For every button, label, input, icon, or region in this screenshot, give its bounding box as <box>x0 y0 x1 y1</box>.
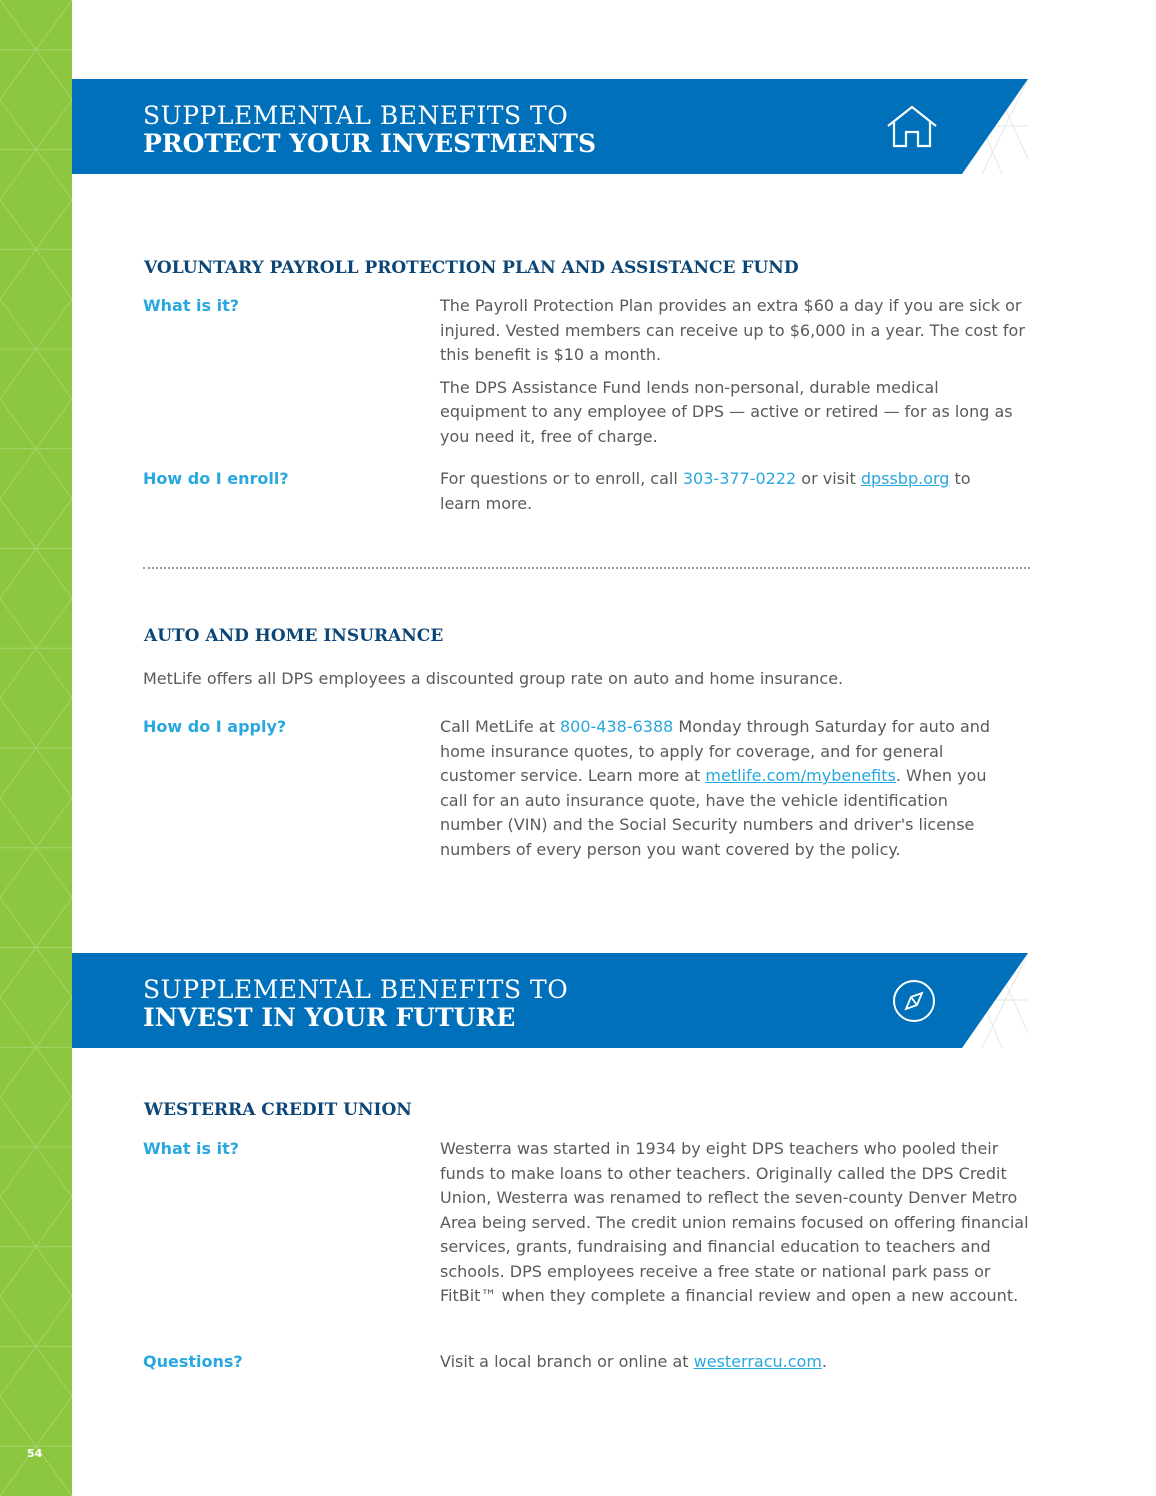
label-what-is-it: What is it? <box>143 296 240 315</box>
dotted-divider <box>143 567 1030 569</box>
triangle-pattern <box>0 0 72 1496</box>
label-how-enroll: How do I enroll? <box>143 469 289 488</box>
label-how-apply: How do I apply? <box>143 717 287 736</box>
section-banner-invest <box>72 953 1028 1048</box>
text: Monday through Saturday for auto and home insurance quotes, to apply for coverage, and for general customer service. Learn more at <box>440 717 991 785</box>
text: . When you call for an auto insurance quote, have the vehicle identification number (VIN) and the Social Security numbers and driver's license numbers of every person you want covered by the policy. <box>440 766 987 859</box>
westerra-link[interactable]: westerracu.com <box>693 1352 822 1371</box>
text: Visit a local branch or online at <box>440 1352 694 1371</box>
enroll-text <box>440 467 1010 516</box>
label-what-is-it: What is it? <box>143 1139 240 1158</box>
section-heading: WESTERRA CREDIT UNION <box>144 1100 412 1120</box>
section-banner-protect <box>72 79 1028 174</box>
section-heading: AUTO AND HOME INSURANCE <box>144 626 444 646</box>
westerra-description: Westerra was started in 1934 by eight DPS teachers who pooled their funds to make loans to other teachers. Originally called the DPS Credit Union, Westerra was renamed to reflect the seven-county Denver Metro Area being served. The credit union remains focused on offering financial services, grants, fundraising and financial education to teachers and schools. DPS employees receive a free state or national park pass or FitBit™ when they complete a financial review and open a new account. <box>440 1139 1029 1305</box>
sidebar-decoration <box>0 0 72 1496</box>
text: to learn more. <box>440 469 971 513</box>
banner-title-line2: PROTECT YOUR INVESTMENTS <box>143 129 597 158</box>
text: Call MetLife at <box>440 717 560 736</box>
label-questions: Questions? <box>143 1352 243 1371</box>
text: For questions or to enroll, call <box>440 469 683 488</box>
section-heading: VOLUNTARY PAYROLL PROTECTION PLAN AND ASSISTANCE FUND <box>144 258 799 278</box>
house-icon <box>884 104 940 150</box>
text: . <box>821 1352 828 1371</box>
page-number: 54 <box>27 1447 43 1460</box>
apply-text <box>440 715 1005 862</box>
auto-intro: MetLife offers all DPS employees a discounted group rate on auto and home insurance. <box>143 669 844 688</box>
paragraph: The DPS Assistance Fund lends non-personal, durable medical equipment to any employee of DPS — active or retired — for as long as you need it, free of charge. <box>440 377 1013 446</box>
questions-text <box>440 1350 1040 1375</box>
metlife-link[interactable]: metlife.com/mybenefits <box>705 766 896 785</box>
banner-title-line2: INVEST IN YOUR FUTURE <box>143 1003 516 1032</box>
phone-number[interactable]: 800-438-6388 <box>559 717 674 736</box>
lattice-lines <box>0 0 72 1496</box>
phone-number[interactable]: 303-377-0222 <box>682 469 797 488</box>
banner-title-line1: SUPPLEMENTAL BENEFITS TO <box>143 101 569 130</box>
paragraph: The Payroll Protection Plan provides an extra $60 a day if you are sick or injured. Vested members can receive up to $6,000 in a year. The cost for this benefit is $10 a month. <box>440 296 1025 364</box>
dpssbp-link[interactable]: dpssbp.org <box>860 469 950 488</box>
payroll-description <box>440 294 1030 449</box>
text: or visit <box>796 469 861 488</box>
compass-icon <box>891 978 937 1024</box>
banner-title-line1: SUPPLEMENTAL BENEFITS TO <box>143 975 569 1004</box>
